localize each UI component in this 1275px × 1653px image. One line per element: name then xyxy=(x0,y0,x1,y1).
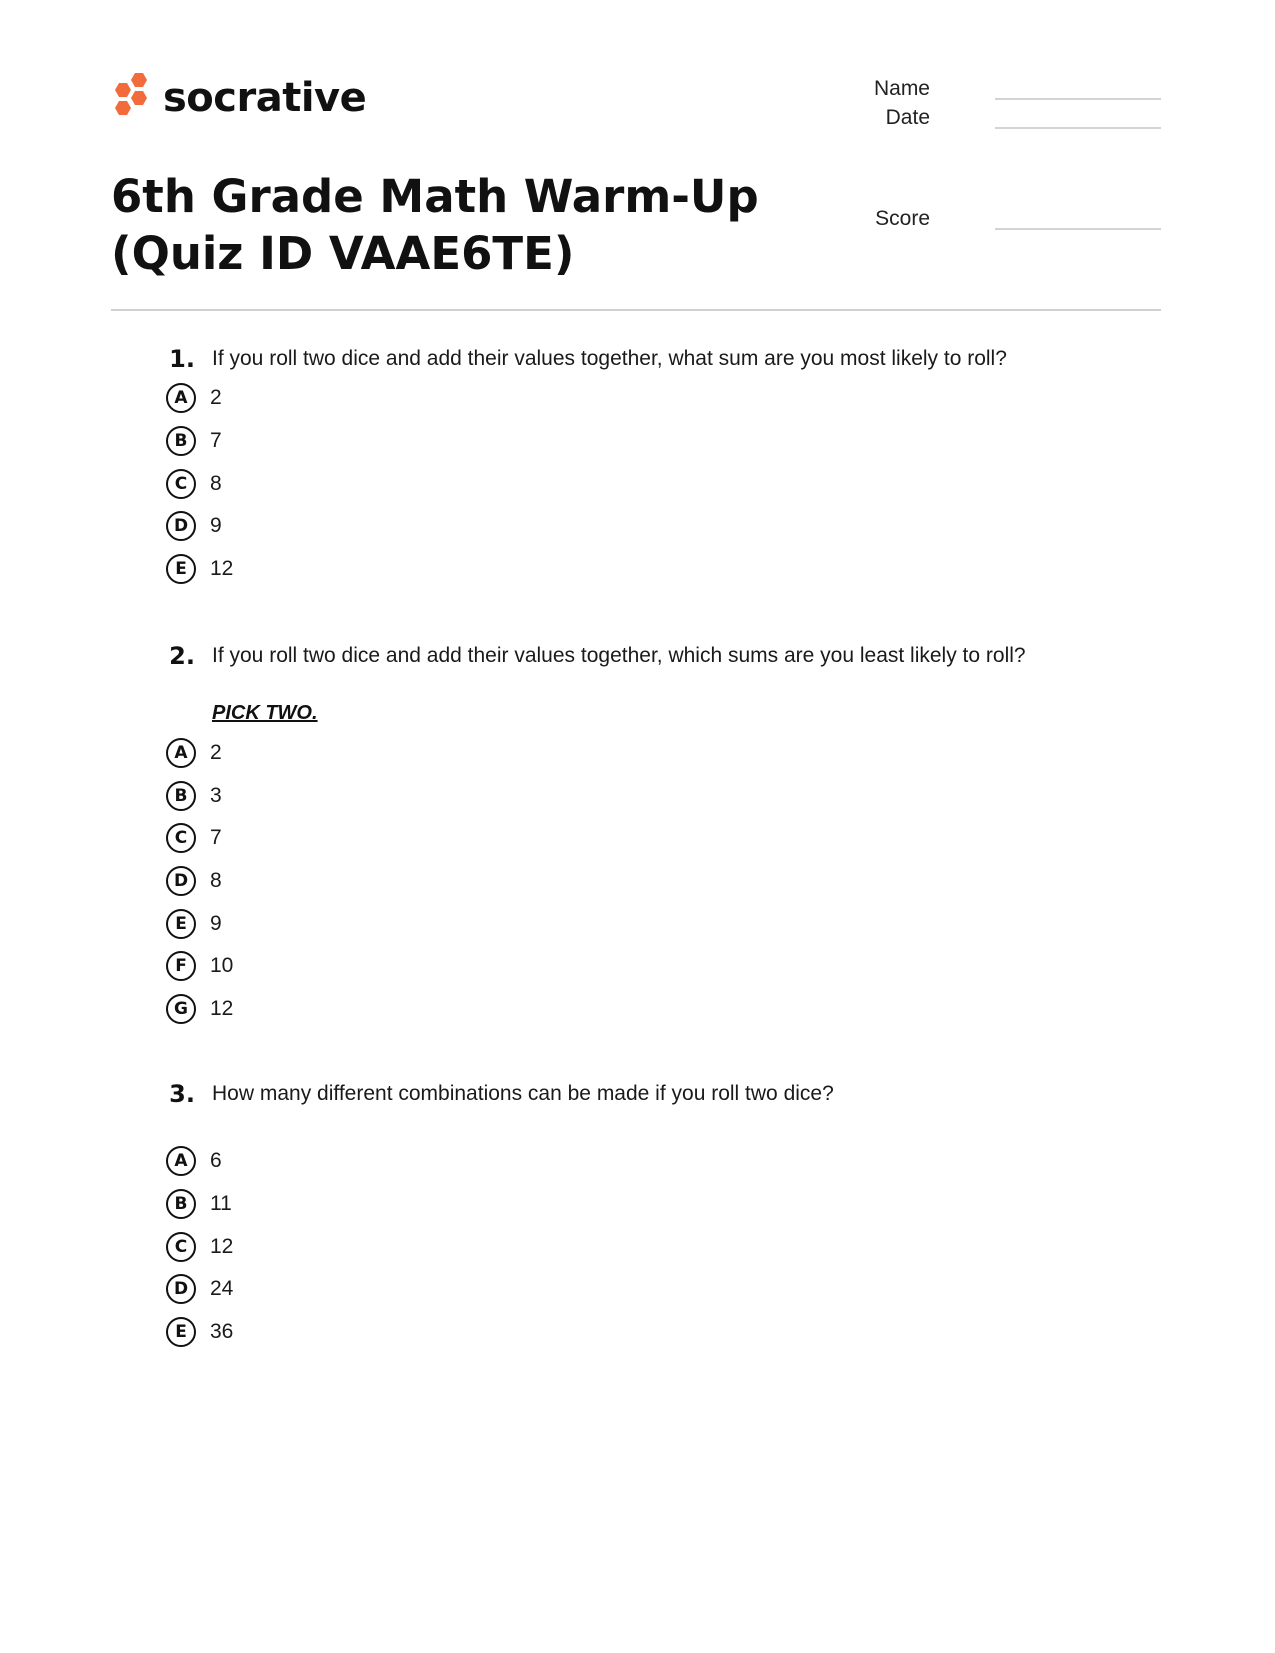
option-text: 8 xyxy=(210,472,222,495)
option-bubble-c[interactable]: C xyxy=(166,469,196,499)
option-text: 8 xyxy=(210,869,222,892)
option-bubble-e[interactable]: E xyxy=(166,554,196,584)
answer-option[interactable] xyxy=(166,1187,232,1221)
option-bubble-f[interactable]: F xyxy=(166,951,196,981)
option-text: 6 xyxy=(210,1149,222,1172)
name-label: Name xyxy=(873,77,930,100)
answer-option[interactable] xyxy=(166,907,222,941)
date-line[interactable] xyxy=(995,127,1161,129)
answer-option[interactable] xyxy=(166,381,222,415)
option-bubble-a[interactable]: A xyxy=(166,1146,196,1176)
answer-option[interactable] xyxy=(166,509,222,543)
option-text: 12 xyxy=(210,997,234,1020)
option-bubble-g[interactable]: G xyxy=(166,994,196,1024)
option-bubble-a[interactable]: A xyxy=(166,383,196,413)
question-text: If you roll two dice and add their values together, which sums are you least likely to roll? xyxy=(212,644,1026,667)
answer-option[interactable] xyxy=(166,864,222,898)
answer-option[interactable] xyxy=(166,1272,233,1306)
option-bubble-b[interactable]: B xyxy=(166,781,196,811)
option-text: 9 xyxy=(210,514,222,537)
answer-option[interactable] xyxy=(166,821,222,855)
answer-option[interactable] xyxy=(166,1315,233,1349)
option-bubble-a[interactable]: A xyxy=(166,738,196,768)
name-line[interactable] xyxy=(995,98,1161,100)
option-bubble-b[interactable]: B xyxy=(166,426,196,456)
question-number: 2. xyxy=(169,642,195,670)
answer-option[interactable] xyxy=(166,1144,222,1178)
option-text: 12 xyxy=(210,1235,234,1258)
option-text: 7 xyxy=(210,429,222,452)
date-label: Date xyxy=(885,106,930,129)
answer-option[interactable] xyxy=(166,992,233,1026)
answer-option[interactable] xyxy=(166,467,222,501)
option-bubble-e[interactable]: E xyxy=(166,909,196,939)
option-text: 2 xyxy=(210,386,222,409)
answer-option[interactable] xyxy=(166,736,222,770)
option-bubble-d[interactable]: D xyxy=(166,1274,196,1304)
socrative-hexagon-logo-icon xyxy=(111,73,151,123)
option-bubble-d[interactable]: D xyxy=(166,866,196,896)
question-instruction: PICK TWO. xyxy=(212,702,318,724)
question-number: 1. xyxy=(169,345,195,373)
question-text: If you roll two dice and add their values together, what sum are you most likely to roll? xyxy=(212,347,1007,370)
option-text: 2 xyxy=(210,741,222,764)
option-text: 3 xyxy=(210,784,222,807)
answer-option[interactable] xyxy=(166,424,222,458)
option-bubble-c[interactable]: C xyxy=(166,823,196,853)
score-line[interactable] xyxy=(995,228,1161,230)
option-text: 9 xyxy=(210,912,222,935)
question-number: 3. xyxy=(169,1080,195,1108)
socrative-logo xyxy=(111,72,366,124)
logo-wordmark: socrative xyxy=(163,75,367,121)
option-text: 7 xyxy=(210,826,222,849)
answer-option[interactable] xyxy=(166,552,233,586)
option-text: 24 xyxy=(210,1277,234,1300)
score-label: Score xyxy=(875,207,930,230)
answer-option[interactable] xyxy=(166,949,233,983)
option-text: 12 xyxy=(210,557,234,580)
option-text: 10 xyxy=(210,954,234,977)
question-text: How many different combinations can be made if you roll two dice? xyxy=(212,1082,834,1105)
page-title: 6th Grade Math Warm-Up (Quiz ID VAAE6TE) xyxy=(111,170,759,280)
option-text: 11 xyxy=(210,1192,232,1215)
option-text: 36 xyxy=(210,1320,234,1343)
option-bubble-b[interactable]: B xyxy=(166,1189,196,1219)
option-bubble-d[interactable]: D xyxy=(166,511,196,541)
answer-option[interactable] xyxy=(166,1230,233,1264)
option-bubble-c[interactable]: C xyxy=(166,1232,196,1262)
answer-option[interactable] xyxy=(166,779,222,813)
option-bubble-e[interactable]: E xyxy=(166,1317,196,1347)
header-divider xyxy=(111,309,1161,311)
